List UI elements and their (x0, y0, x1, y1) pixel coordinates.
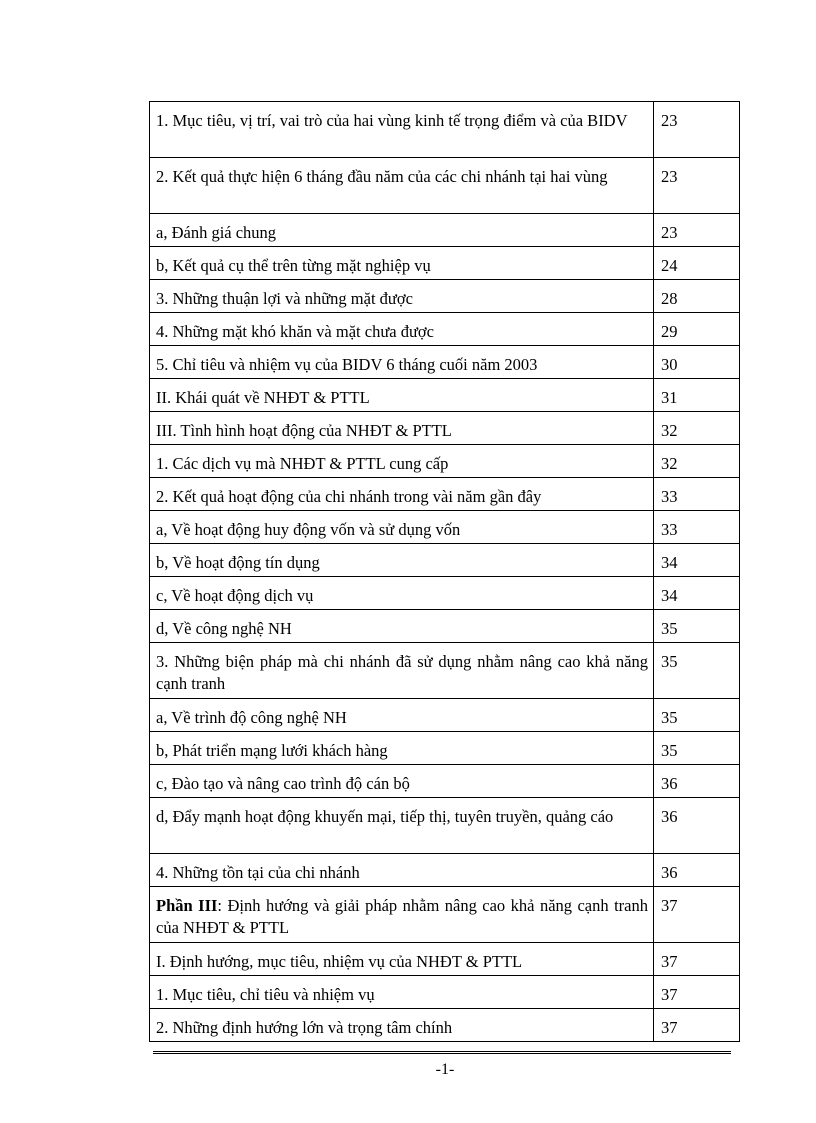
toc-entry-title: I. Định hướng, mục tiêu, nhiệm vụ của NHĐT & PTTL (150, 943, 654, 976)
toc-entry-page: 29 (654, 313, 740, 346)
toc-entry-page: 23 (654, 102, 740, 158)
toc-entry-title: d, Đẩy mạnh hoạt động khuyến mại, tiếp thị, tuyên truyền, quảng cáo (150, 798, 654, 854)
toc-row (150, 610, 740, 643)
toc-entry-page: 36 (654, 765, 740, 798)
toc-entry-page: 32 (654, 445, 740, 478)
toc-entry-title: d, Về công nghệ NH (150, 610, 654, 643)
toc-entry-page: 37 (654, 943, 740, 976)
toc-entry-page: 36 (654, 854, 740, 887)
toc-entry-title (150, 887, 654, 943)
toc-entry-page: 33 (654, 478, 740, 511)
toc-entry-title: 1. Các dịch vụ mà NHĐT & PTTL cung cấp (150, 445, 654, 478)
toc-entry-title: III. Tình hình hoạt động của NHĐT & PTTL (150, 412, 654, 445)
toc-row (150, 158, 740, 214)
toc-entry-page: 32 (654, 412, 740, 445)
toc-entry-page: 36 (654, 798, 740, 854)
toc-row (150, 102, 740, 158)
toc-entry-page: 37 (654, 1009, 740, 1042)
toc-entry-title: 2. Kết quả thực hiện 6 tháng đầu năm của các chi nhánh tại hai vùng (150, 158, 654, 214)
toc-entry-title: 1. Mục tiêu, chỉ tiêu và nhiệm vụ (150, 976, 654, 1009)
toc-row (150, 346, 740, 379)
toc-entry-page: 23 (654, 214, 740, 247)
toc-row (150, 379, 740, 412)
toc-entry-title: 4. Những tồn tại của chi nhánh (150, 854, 654, 887)
toc-entry-title: a, Về trình độ công nghệ NH (150, 699, 654, 732)
toc-row (150, 699, 740, 732)
toc-entry-page: 24 (654, 247, 740, 280)
toc-entry-title: b, Kết quả cụ thể trên từng mặt nghiệp vụ (150, 247, 654, 280)
toc-entry-title: 3. Những biện pháp mà chi nhánh đã sử dụng nhằm nâng cao khả năng cạnh tranh (150, 643, 654, 699)
toc-entry-title: II. Khái quát về NHĐT & PTTL (150, 379, 654, 412)
toc-entry-page: 37 (654, 887, 740, 943)
toc-entry-title: b, Về hoạt động tín dụng (150, 544, 654, 577)
toc-entry-title: a, Về hoạt động huy động vốn và sử dụng vốn (150, 511, 654, 544)
section-title: : Định hướng và giải pháp nhằm nâng cao khả năng cạnh tranh của NHĐT & PTTL (156, 896, 648, 937)
toc-entry-page: 23 (654, 158, 740, 214)
toc-entry-page: 35 (654, 699, 740, 732)
toc-row (150, 732, 740, 765)
footer-divider (153, 1051, 731, 1055)
toc-row (150, 643, 740, 699)
toc-row (150, 280, 740, 313)
toc-entry-title: c, Về hoạt động dịch vụ (150, 577, 654, 610)
toc-entry-page: 34 (654, 544, 740, 577)
toc-row (150, 544, 740, 577)
toc-entry-title: a, Đánh giá chung (150, 214, 654, 247)
toc-row (150, 577, 740, 610)
toc-entry-title: b, Phát triển mạng lưới khách hàng (150, 732, 654, 765)
toc-entry-page: 35 (654, 610, 740, 643)
toc-row (150, 765, 740, 798)
section-label: Phần III (156, 896, 218, 915)
toc-row (150, 798, 740, 854)
toc-entry-page: 33 (654, 511, 740, 544)
toc-row (150, 854, 740, 887)
toc-entry-page: 30 (654, 346, 740, 379)
toc-row (150, 887, 740, 943)
table-of-contents (149, 101, 740, 1042)
toc-entry-title: 2. Kết quả hoạt động của chi nhánh trong vài năm gần đây (150, 478, 654, 511)
toc-row (150, 478, 740, 511)
toc-entry-title: 4. Những mặt khó khăn và mặt chưa được (150, 313, 654, 346)
toc-row (150, 1009, 740, 1042)
toc-entry-page: 35 (654, 732, 740, 765)
toc-entry-title: 5. Chỉ tiêu và nhiệm vụ của BIDV 6 tháng cuối năm 2003 (150, 346, 654, 379)
toc-row (150, 943, 740, 976)
toc-entry-page: 34 (654, 577, 740, 610)
toc-row (150, 976, 740, 1009)
toc-entry-page: 37 (654, 976, 740, 1009)
toc-row (150, 445, 740, 478)
toc-entry-title: c, Đào tạo và nâng cao trình độ cán bộ (150, 765, 654, 798)
toc-entry-page: 28 (654, 280, 740, 313)
toc-row (150, 214, 740, 247)
toc-row (150, 511, 740, 544)
toc-row (150, 412, 740, 445)
toc-row (150, 247, 740, 280)
toc-row (150, 313, 740, 346)
toc-entry-title: 1. Mục tiêu, vị trí, vai trò của hai vùng kinh tế trọng điểm và của BIDV (150, 102, 654, 158)
toc-entry-title: 2. Những định hướng lớn và trọng tâm chính (150, 1009, 654, 1042)
toc-entry-page: 35 (654, 643, 740, 699)
page-number: -1- (435, 1061, 455, 1078)
toc-entry-page: 31 (654, 379, 740, 412)
toc-entry-title: 3. Những thuận lợi và những mặt được (150, 280, 654, 313)
